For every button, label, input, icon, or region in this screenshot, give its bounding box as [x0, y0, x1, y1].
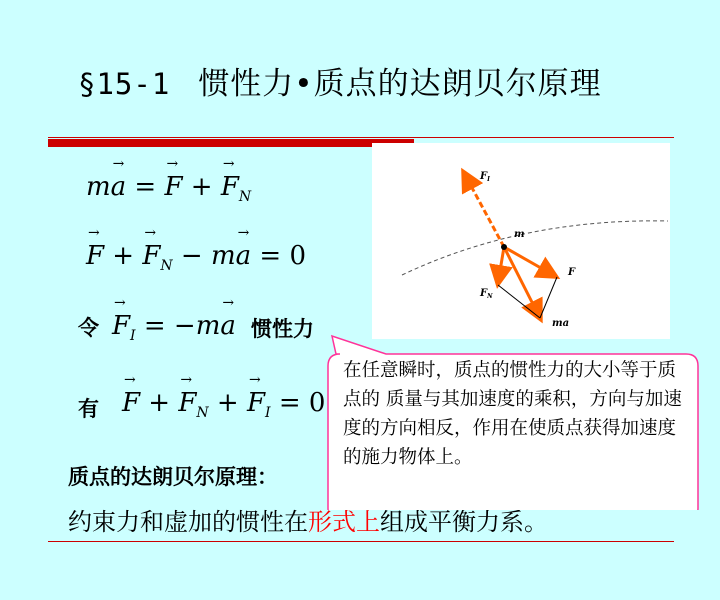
inertial-force-label: 惯性力	[251, 317, 314, 341]
particle-m	[501, 244, 507, 250]
bottom-rule	[48, 541, 674, 542]
force-diagram	[372, 143, 670, 339]
section-number: §15-1	[78, 67, 171, 101]
have-label: 有	[78, 397, 99, 421]
red-accent-bar	[48, 139, 414, 147]
top-rule	[48, 137, 674, 138]
title-text: 惯性力•质点的达朗贝尔原理	[198, 66, 602, 102]
principle-prefix: 约束力和虚加的惯性在	[68, 508, 308, 536]
page-title	[78, 58, 602, 103]
equation-rearranged: → F + → $F_N - m\to a = 0$	[86, 241, 306, 274]
parallelogram-side-1	[498, 285, 540, 318]
force-fn-arrow	[498, 247, 504, 283]
principle-highlight: 形式上	[308, 508, 380, 536]
callout-text: 在任意瞬时，质点的惯性力的大小等于质点的 质量与其加速度的乘积，方向与加速度的方向相反，作用在使质点获得加速度的施力物体上。	[343, 360, 682, 468]
equation-inertial-force: → $F_I = -m\to a$	[112, 311, 236, 344]
equation-equilibrium: → F + → $F_N$ + → $F_I = 0$	[122, 388, 325, 421]
inertial-force-arrow	[464, 173, 504, 247]
fn-label: $F_N$	[480, 288, 493, 300]
equation-newton: m→ a = → F + → $F_N$	[86, 172, 251, 205]
principle-suffix: 组成平衡力系。	[380, 508, 548, 536]
ma-label: ma	[552, 318, 570, 329]
parallelogram-side-2	[540, 277, 557, 318]
let-label: 令	[78, 316, 99, 340]
fi-label: $F_I$	[480, 171, 490, 183]
m-label: m	[514, 229, 525, 240]
f-label: F	[568, 267, 576, 278]
principle-label: 质点的达朗贝尔原理：	[68, 465, 278, 489]
trajectory-curve	[402, 221, 668, 275]
